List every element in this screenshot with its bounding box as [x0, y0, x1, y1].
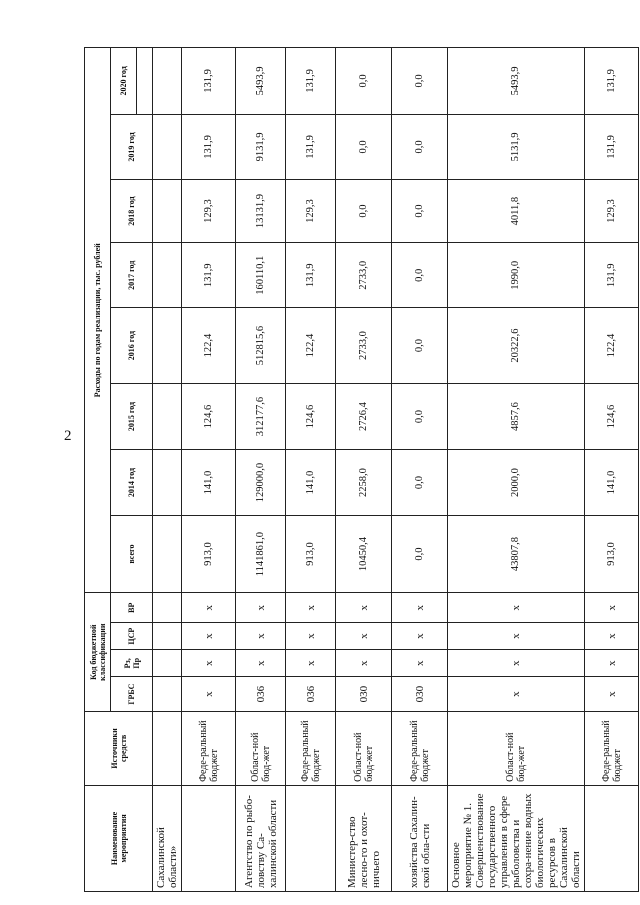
table-row	[153, 48, 182, 892]
cell-2016: 0,0	[392, 308, 448, 383]
cell-2020: 131,9	[286, 48, 336, 115]
cell-2018	[153, 180, 182, 243]
cell-2015: 0,0	[392, 383, 448, 450]
cell-vr: x	[585, 593, 639, 623]
cell-2018: 129,3	[286, 180, 336, 243]
cell-2017: 1990,0	[448, 243, 585, 308]
cell-2019: 0,0	[336, 114, 392, 179]
cell-2020: 5493,9	[448, 48, 585, 115]
cell-csr	[153, 623, 182, 650]
cell-rzpr: x	[448, 650, 585, 677]
cell-grbs: 030	[392, 677, 448, 712]
cell-name: хозяйства Сахалин-ской обла-сти	[392, 785, 448, 891]
cell-total: 913,0	[286, 515, 336, 593]
cell-grbs: 036	[236, 677, 286, 712]
cell-source: Област-ной бюд-жет	[236, 711, 286, 785]
cell-2018: 129,3	[585, 180, 639, 243]
cell-grbs: 030	[336, 677, 392, 712]
cell-2019	[153, 114, 182, 179]
cell-2015: 124,6	[585, 383, 639, 450]
table-row	[182, 48, 236, 892]
cell-2017: 131,9	[286, 243, 336, 308]
header-expenses: Расходы по годам реализации, тыс. рублей	[85, 48, 111, 593]
cell-rzpr: x	[182, 650, 236, 677]
cell-2015: 2726,4	[336, 383, 392, 450]
cell-2018: 129,3	[182, 180, 236, 243]
cell-name: Основное мероприятие № 1. Совершенствование государственного управления в сфере рыболовства и сохра-нение водных биологических ресурсов в Сахалинской области	[448, 785, 585, 891]
cell-grbs: x	[585, 677, 639, 712]
cell-rzpr: x	[236, 650, 286, 677]
table-row	[585, 48, 639, 892]
header-2020: 2020 год	[111, 48, 137, 115]
cell-name	[182, 785, 236, 891]
cell-rzpr: x	[585, 650, 639, 677]
rotated-table-wrapper	[84, 47, 623, 892]
cell-grbs: 036	[286, 677, 336, 712]
cell-2014: 129000,0	[236, 450, 286, 515]
cell-grbs: x	[182, 677, 236, 712]
table-row	[392, 48, 448, 892]
table-row	[236, 48, 286, 892]
cell-2018: 0,0	[336, 180, 392, 243]
cell-csr: x	[585, 623, 639, 650]
header-csr: ЦСР	[111, 623, 153, 650]
cell-2019: 9131,9	[236, 114, 286, 179]
cell-rzpr: x	[286, 650, 336, 677]
cell-2014: 141,0	[286, 450, 336, 515]
cell-2016: 122,4	[182, 308, 236, 383]
cell-2019: 131,9	[585, 114, 639, 179]
cell-2014: 141,0	[585, 450, 639, 515]
cell-total: 913,0	[585, 515, 639, 593]
table-row	[336, 48, 392, 892]
cell-2015: 4857,6	[448, 383, 585, 450]
cell-2020: 0,0	[336, 48, 392, 115]
cell-name: Сахалинской области»	[153, 785, 182, 891]
cell-name: Агентство по рыбо-ловству Са-халинской области	[236, 785, 286, 891]
budget-table	[84, 47, 639, 892]
header-sources: Источники средств	[85, 711, 153, 785]
table-row	[286, 48, 336, 892]
table-row	[448, 48, 585, 892]
cell-total: 43807,8	[448, 515, 585, 593]
cell-source: Област-ной бюд-жет	[448, 711, 585, 785]
cell-source: Феде-ральный бюджет	[182, 711, 236, 785]
cell-source: Област-ной бюд-жет	[336, 711, 392, 785]
cell-2020: 0,0	[392, 48, 448, 115]
cell-vr: x	[336, 593, 392, 623]
cell-source: Феде-ральный бюджет	[286, 711, 336, 785]
header-2019: 2019 год	[111, 114, 153, 179]
cell-2017: 131,9	[182, 243, 236, 308]
cell-name	[286, 785, 336, 891]
cell-vr: x	[392, 593, 448, 623]
header-2018: 2018 год	[111, 180, 153, 243]
cell-source: Феде-ральный бюджет	[585, 711, 639, 785]
cell-2014	[153, 450, 182, 515]
cell-csr: x	[392, 623, 448, 650]
cell-2016: 20322,6	[448, 308, 585, 383]
header-2016: 2016 год	[111, 308, 153, 383]
cell-2016: 122,4	[286, 308, 336, 383]
header-2020-spacer	[137, 48, 153, 115]
cell-2015: 124,6	[182, 383, 236, 450]
cell-csr: x	[448, 623, 585, 650]
cell-total: 10450,4	[336, 515, 392, 593]
cell-2019: 0,0	[392, 114, 448, 179]
header-budget-code: Код бюджетной классификации	[85, 593, 111, 711]
cell-source	[153, 711, 182, 785]
cell-2016: 2733,0	[336, 308, 392, 383]
cell-csr: x	[236, 623, 286, 650]
cell-name	[585, 785, 639, 891]
cell-2019: 131,9	[286, 114, 336, 179]
header-grbs: ГРБС	[111, 677, 153, 712]
cell-2014: 2000,0	[448, 450, 585, 515]
header-2015: 2015 год	[111, 383, 153, 450]
header-rzpr: Рз, Пр	[111, 650, 153, 677]
cell-csr: x	[182, 623, 236, 650]
cell-grbs	[153, 677, 182, 712]
cell-vr: x	[236, 593, 286, 623]
cell-csr: x	[286, 623, 336, 650]
cell-total: 0,0	[392, 515, 448, 593]
cell-2020	[153, 48, 182, 115]
page-number: 2	[64, 428, 72, 444]
cell-vr: x	[182, 593, 236, 623]
header-vr: ВР	[111, 593, 153, 623]
cell-2015	[153, 383, 182, 450]
cell-vr	[153, 593, 182, 623]
cell-rzpr	[153, 650, 182, 677]
cell-2018: 13131,9	[236, 180, 286, 243]
header-2017: 2017 год	[111, 243, 153, 308]
cell-2020: 131,9	[182, 48, 236, 115]
cell-2014: 0,0	[392, 450, 448, 515]
cell-2016: 512815,6	[236, 308, 286, 383]
cell-total: 913,0	[182, 515, 236, 593]
cell-2014: 2258,0	[336, 450, 392, 515]
cell-total: 1141861,0	[236, 515, 286, 593]
cell-2015: 124,6	[286, 383, 336, 450]
cell-csr: x	[336, 623, 392, 650]
cell-2017: 131,9	[585, 243, 639, 308]
cell-total	[153, 515, 182, 593]
cell-2016	[153, 308, 182, 383]
header-2014: 2014 год	[111, 450, 153, 515]
cell-vr: x	[286, 593, 336, 623]
cell-source: Феде-ральный бюджет	[392, 711, 448, 785]
cell-name: Министер-ство лесно-го и охот-ничьего	[336, 785, 392, 891]
cell-2018: 0,0	[392, 180, 448, 243]
cell-2019: 131,9	[182, 114, 236, 179]
cell-2017: 0,0	[392, 243, 448, 308]
cell-2016: 122,4	[585, 308, 639, 383]
cell-2020: 5493,9	[236, 48, 286, 115]
cell-2015: 312177,6	[236, 383, 286, 450]
cell-2017: 160110,1	[236, 243, 286, 308]
cell-rzpr: x	[336, 650, 392, 677]
cell-2017	[153, 243, 182, 308]
cell-2018: 4011,8	[448, 180, 585, 243]
cell-vr: x	[448, 593, 585, 623]
cell-2014: 141,0	[182, 450, 236, 515]
cell-2019: 5131,9	[448, 114, 585, 179]
cell-grbs: x	[448, 677, 585, 712]
cell-2020: 131,9	[585, 48, 639, 115]
header-total: всего	[111, 515, 153, 593]
cell-rzpr: x	[392, 650, 448, 677]
cell-2017: 2733,0	[336, 243, 392, 308]
header-name: Наименование мероприятия	[85, 785, 153, 891]
